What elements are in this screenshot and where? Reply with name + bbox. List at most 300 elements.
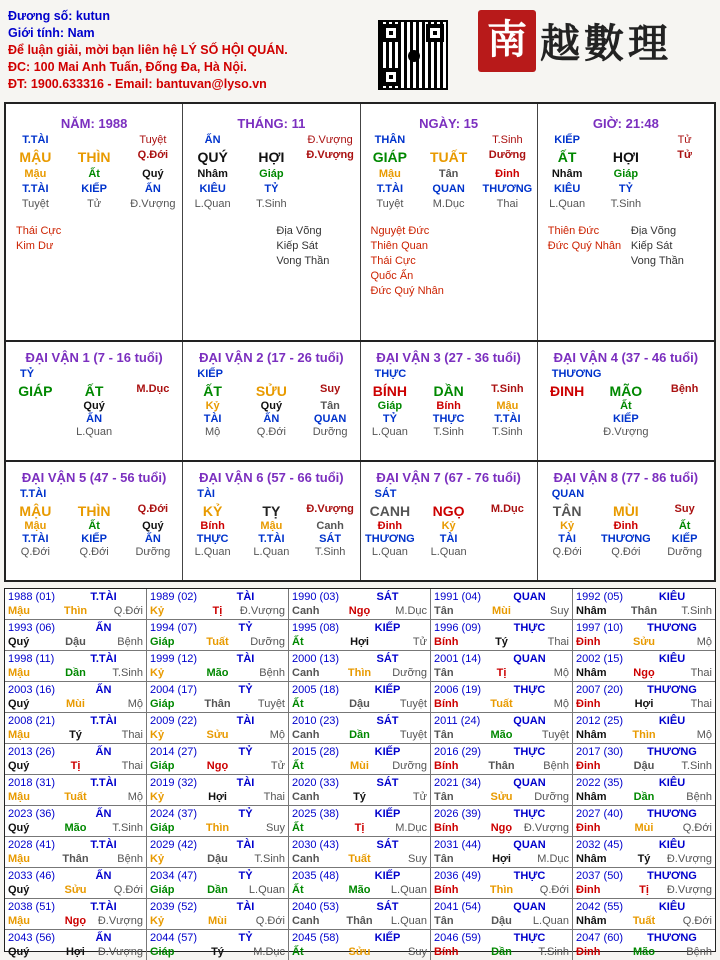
annual-line-1 [434, 714, 569, 728]
pillar-cell: T.Sinh [256, 198, 287, 210]
dai-van-hidden: Đinh [377, 520, 403, 532]
annual-line-1 [150, 869, 285, 883]
annual-state: Mộ [553, 667, 569, 679]
pillar-cell: Quý [142, 168, 164, 180]
annual-chi: Hợi [350, 636, 369, 648]
pillar-row [183, 183, 359, 195]
annual-cell[interactable] [5, 744, 147, 775]
annual-line-1 [8, 807, 143, 821]
annual-state: Tuyệt [257, 698, 285, 710]
annual-year: 2011 (24) [434, 715, 481, 727]
annual-cell[interactable] [147, 930, 289, 960]
annual-cell[interactable] [147, 837, 289, 868]
annual-cell[interactable] [5, 868, 147, 899]
annual-line-1 [576, 714, 712, 728]
annual-chi: Thân [204, 698, 231, 710]
dai-van-cell-1[interactable] [6, 342, 183, 460]
annual-cell[interactable] [431, 713, 573, 744]
annual-cell[interactable] [147, 868, 289, 899]
annual-god: T.TÀI [90, 653, 117, 665]
dai-van-hidden: TÀI [439, 533, 458, 545]
pillar-cell: Đ.Vượng [307, 134, 353, 146]
pillar-row [361, 183, 537, 195]
annual-state: Thai [547, 636, 569, 648]
annual-year: 2012 (25) [576, 715, 624, 727]
annual-state: M.Dục [395, 605, 427, 617]
dai-van-hidden: T.TÀI [258, 533, 285, 545]
annual-line-1 [8, 869, 143, 883]
dai-van-hidden [124, 426, 183, 438]
annual-state: Mộ [127, 698, 143, 710]
pillar-cell [301, 198, 360, 210]
annual-cell[interactable] [573, 775, 715, 806]
shen-sha-bad: Vong Thần [630, 255, 684, 267]
annual-cell[interactable] [147, 744, 289, 775]
annual-god: TÀI [236, 653, 255, 665]
dai-van-hidden-row [6, 400, 182, 412]
annual-cell[interactable] [289, 837, 431, 868]
pillar-row [361, 134, 537, 146]
annual-cell[interactable] [147, 713, 289, 744]
annual-cell[interactable] [431, 651, 573, 682]
annual-line-2 [434, 883, 569, 897]
logo-text: 越數理 [540, 20, 672, 67]
pillar-cell: Nhâm [551, 168, 583, 180]
pillar-3 [538, 104, 714, 340]
dai-van-hidden [478, 546, 537, 558]
annual-god: KIẾP [374, 684, 401, 696]
annual-god: THỰC [513, 622, 546, 634]
annual-cell[interactable] [147, 651, 289, 682]
annual-chi: Dậu [65, 636, 86, 648]
dai-van-hidden: ẤN [263, 413, 280, 425]
annual-cell[interactable] [573, 744, 715, 775]
pillar-cell: ẤT [557, 149, 577, 165]
annual-can: Mậu [8, 667, 30, 679]
pillar-title: NĂM: 1988 [60, 116, 128, 131]
qr-code-icon[interactable] [378, 20, 448, 90]
annual-year: 2008 (21) [8, 715, 56, 727]
annual-cell[interactable] [431, 806, 573, 837]
annual-cell[interactable] [5, 837, 147, 868]
annual-year: 2013 (26) [8, 746, 56, 758]
annual-chi: Tý [495, 636, 508, 648]
annual-cell[interactable] [289, 868, 431, 899]
annual-cell[interactable] [289, 713, 431, 744]
annual-god: SÁT [376, 901, 399, 913]
annual-chi: Hợi [65, 946, 85, 958]
annual-year: 2015 (28) [292, 746, 340, 758]
annual-cell[interactable] [573, 651, 715, 682]
dai-van-state: M.Dục [490, 503, 524, 515]
dai-van-hidden-row [538, 400, 714, 412]
pillar-cell: MẬU [19, 149, 52, 165]
annual-line-2 [434, 604, 569, 618]
pillar-cell: KIẾP [81, 183, 107, 195]
dai-van-title: ĐẠI VẬN 7 (67 - 76 tuổi) [376, 470, 521, 485]
annual-cell[interactable] [573, 837, 715, 868]
annual-state: Mộ [696, 636, 712, 648]
annual-cell[interactable] [147, 620, 289, 651]
annual-year: 1999 (12) [150, 653, 198, 665]
annual-year: 2017 (30) [576, 746, 624, 758]
annual-god: TÀI [236, 901, 255, 913]
dai-van-hidden: L.Quan [253, 546, 290, 558]
annual-can: Bính [434, 698, 459, 710]
annual-cell[interactable] [431, 868, 573, 899]
annual-cell[interactable] [5, 899, 147, 930]
annual-line-2 [292, 635, 427, 649]
annual-state: Tuyệt [541, 729, 569, 741]
dai-van-hidden: TỶ [382, 413, 397, 425]
annual-god: TỶ [238, 746, 253, 758]
annual-chi: Ngọ [348, 605, 371, 617]
annual-line-1 [576, 745, 712, 759]
annual-chi: Thân [62, 853, 89, 865]
pillar-cell: L.Quan [549, 198, 586, 210]
annual-can: Quý [8, 884, 30, 896]
annual-can: Nhâm [576, 667, 607, 679]
annual-cell[interactable] [289, 682, 431, 713]
annual-line-2 [8, 852, 143, 866]
annual-chi: Sửu [64, 884, 87, 896]
annual-god: KIÊU [658, 901, 686, 913]
annual-cell[interactable] [5, 930, 147, 960]
annual-state: Thai [690, 667, 712, 679]
dai-van-cell-2[interactable] [183, 342, 360, 460]
annual-cell[interactable] [289, 589, 431, 620]
pillar-cell [419, 134, 478, 146]
dai-van-title: ĐẠI VẬN 1 (7 - 16 tuổi) [25, 350, 163, 365]
dai-van-cell-3[interactable] [361, 342, 538, 460]
annual-cell[interactable] [289, 651, 431, 682]
pillar-cell [655, 183, 714, 195]
pillar-cell: M.Dục [432, 198, 465, 210]
annual-can: Tân [434, 853, 454, 865]
pillar-row [361, 168, 537, 180]
annual-line-2 [8, 604, 143, 618]
annual-god: ẤN [95, 684, 112, 696]
dai-van-hidden: L.Quan [371, 546, 408, 558]
annual-cell[interactable] [431, 775, 573, 806]
dai-van-chi: DẦN [433, 383, 464, 399]
pillar-row [6, 168, 182, 180]
annual-cell[interactable] [5, 620, 147, 651]
dai-van-chi: NGỌ [432, 503, 465, 519]
extras-left [193, 224, 276, 269]
annual-cell[interactable] [147, 806, 289, 837]
annual-cell[interactable] [431, 589, 573, 620]
annual-cell[interactable] [573, 713, 715, 744]
annual-line-2 [292, 821, 427, 835]
annual-chi: Dần [65, 667, 86, 679]
pillar-cell [597, 134, 656, 146]
annual-line-2 [576, 728, 712, 742]
dai-van-hidden: T.Sinh [492, 426, 523, 438]
annual-line-2 [292, 883, 427, 897]
annual-state: Mộ [553, 698, 569, 710]
annual-god: TỶ [238, 622, 253, 634]
annual-line-2 [8, 697, 143, 711]
annual-cell[interactable] [147, 775, 289, 806]
annual-cell[interactable] [431, 620, 573, 651]
annual-can: Quý [8, 636, 30, 648]
annual-chi: Tị [639, 884, 649, 896]
dai-van-hidden: Canh [316, 520, 344, 532]
annual-year: 2023 (36) [8, 808, 56, 820]
pillar-extras [6, 224, 182, 254]
annual-year: 2018 (31) [8, 777, 56, 789]
pillar-row [183, 168, 359, 180]
annual-cell[interactable] [5, 682, 147, 713]
annual-chi: Sửu [206, 729, 229, 741]
annual-state: Dưỡng [392, 667, 427, 679]
annual-line-1 [150, 714, 285, 728]
annual-cell[interactable] [573, 589, 715, 620]
annual-can: Bính [434, 822, 459, 834]
annual-year: 1989 (02) [150, 591, 198, 603]
annual-state: Suy [266, 822, 285, 834]
dai-van-pillar-row [6, 503, 182, 519]
annual-god: KIẾP [374, 932, 401, 944]
annual-chi: Mùi [208, 915, 227, 927]
annual-state: Suy [408, 946, 427, 958]
pillar-cell: Tử [677, 134, 692, 146]
annual-god: KIÊU [658, 653, 686, 665]
pillar-row [538, 198, 714, 210]
dai-van-hidden: KIẾP [81, 533, 107, 545]
annual-cell[interactable] [573, 899, 715, 930]
annual-line-1 [576, 621, 712, 635]
dai-van-hidden [655, 426, 714, 438]
annual-cell[interactable] [289, 744, 431, 775]
dai-van-hidden: L.Quan [371, 426, 408, 438]
annual-cell[interactable] [431, 682, 573, 713]
dai-van-hidden: Q.Đới [79, 546, 109, 558]
dai-van-pillar-row [361, 383, 537, 399]
pillar-cell: QUAN [432, 183, 465, 195]
annual-line-1 [576, 807, 712, 821]
annual-cell[interactable] [431, 744, 573, 775]
annual-cell[interactable] [5, 651, 147, 682]
annual-state: M.Dục [395, 822, 427, 834]
annual-line-2 [434, 821, 569, 835]
annual-line-1 [576, 776, 712, 790]
person-name: Đương số: kutun [8, 9, 110, 23]
dai-van-title: ĐẠI VẬN 5 (47 - 56 tuổi) [21, 470, 167, 485]
annual-chi: Dần [349, 729, 370, 741]
annual-year: 1996 (09) [434, 622, 482, 634]
pillar-cell: KIẾP [554, 134, 580, 146]
dai-van-hidden-row [361, 520, 537, 532]
dai-van-god-row [538, 368, 714, 380]
annual-line-2 [292, 728, 427, 742]
annual-cell[interactable] [573, 806, 715, 837]
annual-line-1 [292, 776, 427, 790]
annual-god: QUAN [513, 653, 546, 665]
pillar-title: GIỜ: 21:48 [592, 116, 659, 131]
annual-year: 2021 (34) [434, 777, 482, 789]
dai-van-cell-8[interactable] [538, 462, 714, 580]
annual-line-2 [8, 883, 143, 897]
annual-god: TỶ [238, 932, 253, 944]
dai-van-hidden: L.Quan [194, 546, 231, 558]
dai-van-state: Bệnh [670, 383, 699, 395]
pillar-cell: Đ.Vượng [306, 149, 354, 161]
shen-sha-good: Thiên Đức [547, 225, 600, 237]
dai-van-row-1 [4, 342, 716, 462]
dai-van-god: KIẾP [197, 368, 223, 380]
annual-god: T.TÀI [90, 777, 117, 789]
annual-chi: Tý [637, 853, 651, 865]
annual-year: 2026 (39) [434, 808, 482, 820]
dai-van-hidden: L.Quan [76, 426, 113, 438]
dai-van-hidden-row [183, 533, 359, 545]
pillar-cell: ẤN [144, 183, 161, 195]
pillar-cell: HỢI [612, 149, 639, 165]
shen-sha-good: Nguyệt Đức [370, 225, 430, 237]
annual-state: Mộ [269, 729, 285, 741]
annual-cell[interactable] [5, 589, 147, 620]
annual-line-2 [576, 759, 712, 773]
pillar-cell: L.Quan [194, 198, 231, 210]
dai-van-hidden: Mậu [260, 520, 283, 532]
dai-van-hidden-row [538, 546, 714, 558]
annual-line-1 [150, 590, 285, 604]
extras-right [276, 224, 359, 269]
extras-right [631, 224, 714, 269]
dai-van-hidden: KIẾP [613, 413, 639, 425]
annual-cell[interactable] [5, 775, 147, 806]
annual-cell[interactable] [573, 620, 715, 651]
annual-year: 1994 (07) [150, 622, 198, 634]
annual-god: QUAN [513, 591, 546, 603]
annual-chi: Thìn [347, 667, 372, 679]
annual-cell[interactable] [289, 899, 431, 930]
dai-van-hidden: KIẾP [671, 533, 698, 545]
dai-van-god: TỶ [20, 368, 35, 380]
dai-van-cell-6[interactable] [183, 462, 360, 580]
annual-cell[interactable] [289, 620, 431, 651]
annual-cell[interactable] [431, 930, 573, 960]
annual-line-2 [434, 852, 569, 866]
annual-god: QUAN [513, 715, 546, 727]
annual-year: 2009 (22) [150, 715, 198, 727]
phone-email[interactable]: ĐT: 1900.633316 - Email: bantuvan@lyso.vn [8, 77, 267, 91]
annual-line-2 [150, 852, 285, 866]
annual-year: 2006 (19) [434, 684, 482, 696]
annual-cell[interactable] [147, 899, 289, 930]
annual-year: 2046 (59) [434, 932, 482, 944]
dai-van-cell-7[interactable] [361, 462, 538, 580]
dai-van-god-row [6, 488, 182, 500]
annual-chi: Thìn [632, 729, 656, 741]
annual-cell[interactable] [289, 775, 431, 806]
annual-year: 2004 (17) [150, 684, 198, 696]
pillar-0 [6, 104, 183, 340]
annual-cell[interactable] [5, 806, 147, 837]
annual-cell[interactable] [147, 589, 289, 620]
annual-cell[interactable] [431, 899, 573, 930]
annual-state: Q.Đới [113, 605, 143, 617]
dai-van-hidden: Kỷ [441, 520, 456, 532]
annual-cell[interactable] [5, 713, 147, 744]
dai-van-hidden: T.Sinh [433, 426, 464, 438]
annual-cell[interactable] [573, 868, 715, 899]
annual-line-2 [150, 697, 285, 711]
annual-state: T.Sinh [538, 946, 569, 958]
dai-van-hidden-row [538, 533, 714, 545]
dai-van-hidden: T.TÀI [22, 533, 49, 545]
dai-van-pillar-row [538, 503, 714, 519]
annual-line-1 [576, 900, 712, 914]
dai-van-hidden-row [183, 400, 359, 412]
pillar-cell: Thai [496, 198, 519, 210]
dai-van-hidden: Dưỡng [667, 546, 702, 558]
pillar-cell: Mậu [378, 168, 401, 180]
annual-can: Nhâm [576, 605, 607, 617]
annual-state: Bệnh [686, 946, 712, 958]
annual-year: 2025 (38) [292, 808, 340, 820]
annual-line-2 [292, 666, 427, 680]
dai-van-hidden: Dưỡng [135, 546, 171, 558]
annual-chi: Ngọ [206, 760, 229, 772]
pillar-cell [242, 134, 301, 146]
annual-cell[interactable] [289, 930, 431, 960]
annual-line-1 [434, 745, 569, 759]
annual-state: Bệnh [686, 791, 712, 803]
annual-chi: Tý [211, 946, 224, 958]
annual-state: Mộ [127, 791, 143, 803]
dai-van-hidden: ẤN [86, 413, 103, 425]
pillar-cell: TUẤT [429, 149, 468, 165]
annual-god: KIÊU [658, 777, 686, 789]
pillar-cell: TỶ [264, 183, 279, 195]
annual-can: Mậu [8, 605, 30, 617]
dai-van-hidden-row [183, 426, 359, 438]
pillar-row [361, 149, 537, 165]
annual-year: 2016 (29) [434, 746, 482, 758]
annual-year: 1988 (01) [8, 591, 56, 603]
annual-god: KIÊU [658, 591, 686, 603]
annual-cell[interactable] [431, 837, 573, 868]
annual-cell[interactable] [573, 682, 715, 713]
dai-van-god-row [6, 368, 182, 380]
annual-can: Tân [434, 915, 454, 927]
annual-cell[interactable] [289, 806, 431, 837]
annual-can: Quý [8, 760, 30, 772]
pillar-cell: ẤN [204, 134, 221, 146]
annual-cell[interactable] [147, 682, 289, 713]
annual-cell[interactable] [573, 930, 715, 960]
annual-state: Bệnh [543, 760, 569, 772]
shen-sha-good: Kim Dư [16, 240, 54, 252]
dai-van-hidden: Đ.Vượng [603, 426, 649, 438]
annual-god: ẤN [95, 622, 112, 634]
annual-state: Đ.Vượng [666, 853, 712, 865]
pillar-2 [361, 104, 538, 340]
dai-van-god-row [183, 368, 359, 380]
annual-chi: Tị [496, 667, 507, 679]
annual-line-1 [292, 869, 427, 883]
dai-van-cell-5[interactable] [6, 462, 183, 580]
dai-van-chi: SỬU [255, 383, 287, 399]
annual-line-2 [8, 728, 143, 742]
dai-van-cell-4[interactable] [538, 342, 714, 460]
extras-left [16, 224, 99, 254]
annual-year: 2005 (18) [292, 684, 340, 696]
dai-van-hidden [655, 400, 714, 412]
